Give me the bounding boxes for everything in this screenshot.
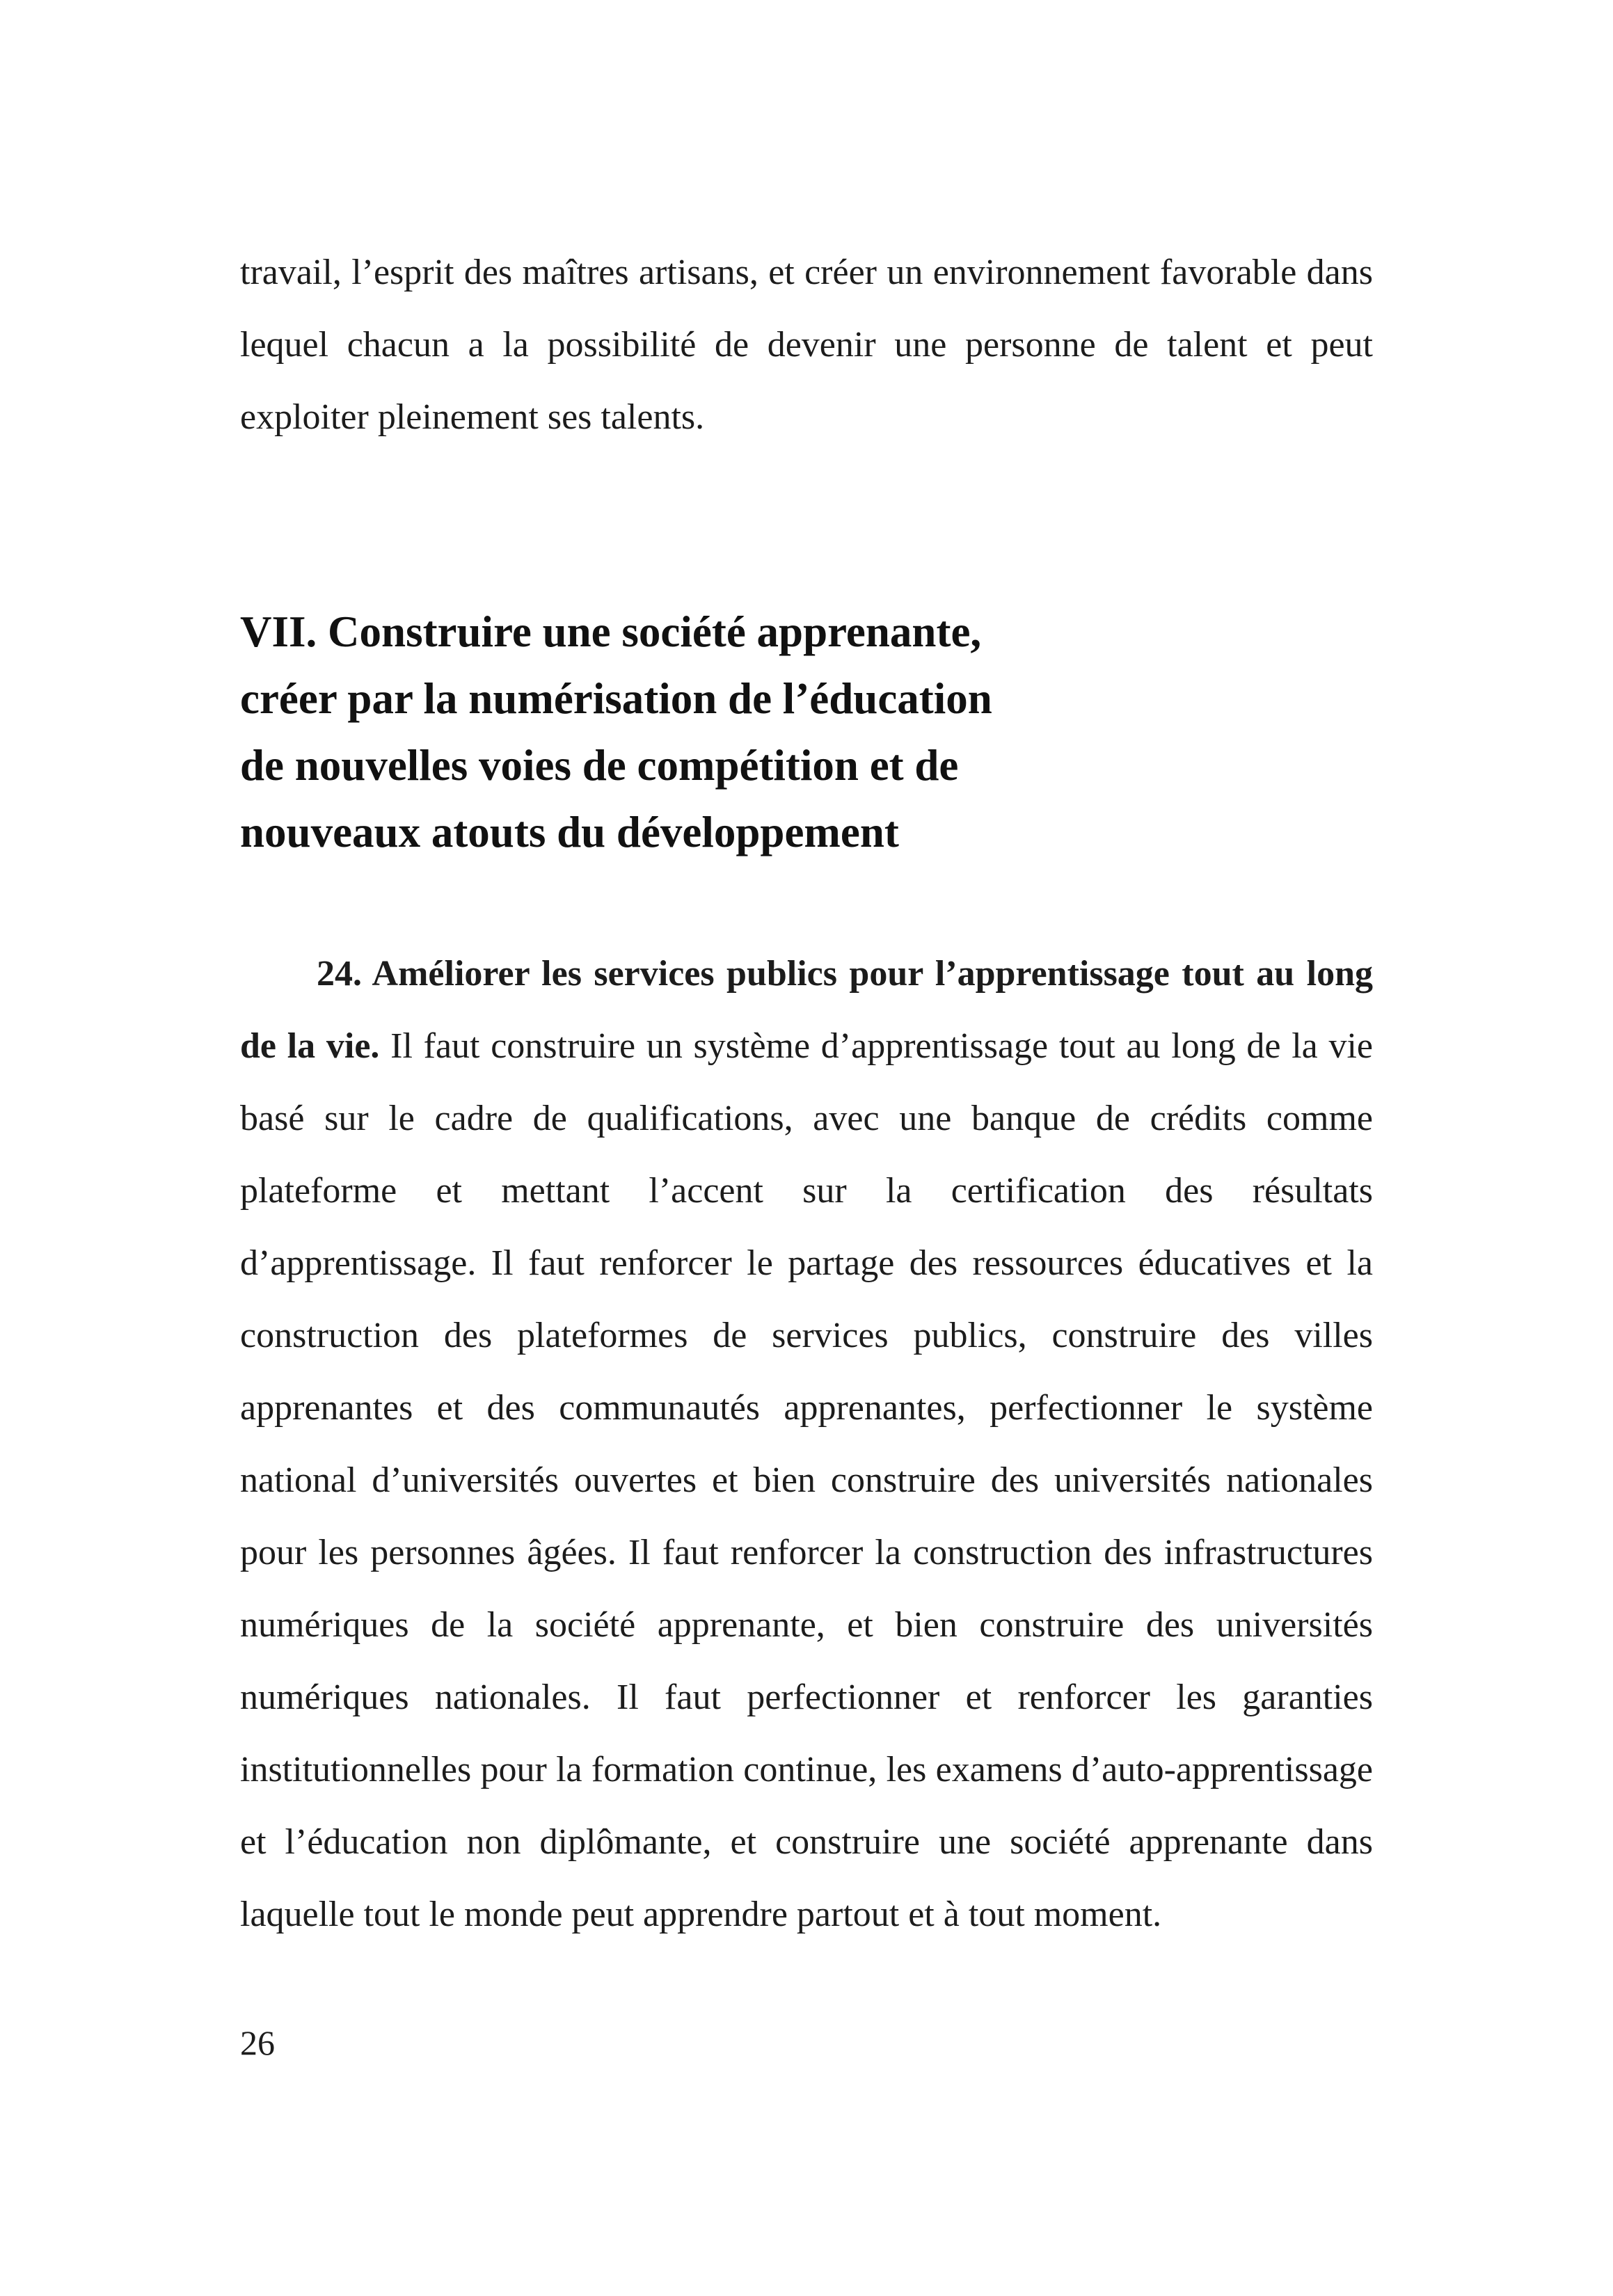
- section-heading-line-2: créer par la numérisation de l’éducation: [240, 674, 992, 723]
- paragraph-24: [240, 938, 1373, 1951]
- page-number: 26: [240, 2023, 275, 2062]
- section-heading-line-1: VII. Construire une société apprenante,: [240, 607, 982, 656]
- paragraph-continued: travail, l’esprit des maîtres artisans, et créer un environnement favorable dans lequel chacun a la possibilité de devenir une personne de talent et peut exploiter pleinement ses talents.: [240, 253, 1373, 437]
- section-heading: [240, 598, 1373, 866]
- paragraph-24-lead: 24. Améliorer les services publics pour l’apprentissage tout au long de la vie.: [240, 954, 1373, 1066]
- section-heading-line-4: nouveaux atouts du développement: [240, 808, 899, 856]
- paragraph-24-body: Il faut construire un système d’apprentissage tout au long de la vie basé sur le cadre de qualifications, avec une banque de crédits comme plateforme et mettant l’accent sur la certification des résultats d’apprentissage. Il faut renforcer le partage des ressources éducatives et la construction des plateformes de services publics, construire des villes apprenantes et des communautés apprenantes, perfectionner le système national d’universités ouvertes et bien construire des universités nationales pour les personnes âgées. Il faut renforcer la construction des infrastructures numériques de la société apprenante, et bien construire des universités numériques nationales. Il faut perfectionner et renforcer les garanties institutionnelles pour la formation continue, les examens d’auto-apprentissage et l’éducation non diplômante, et construire une société apprenante dans laquelle tout le monde peut apprendre partout et à tout moment.: [240, 1026, 1373, 1934]
- section-heading-line-3: de nouvelles voies de compétition et de: [240, 741, 959, 790]
